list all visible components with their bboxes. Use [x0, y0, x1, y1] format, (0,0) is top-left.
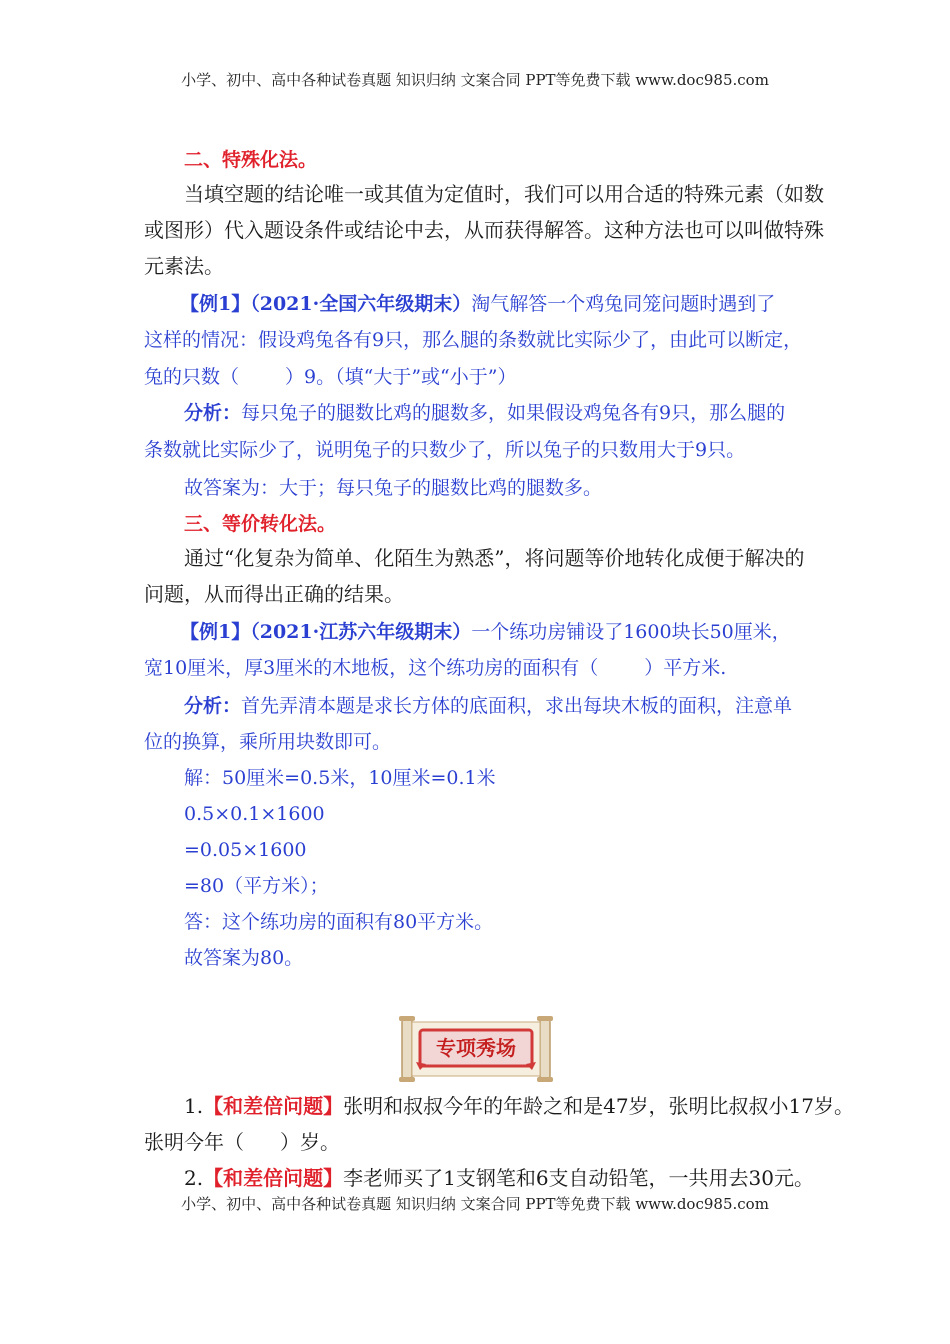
q1-text2a: 张明今年（ — [144, 1130, 244, 1154]
section2-analysis-line1 — [184, 399, 785, 427]
practice-q2-line1 — [184, 1164, 814, 1192]
solution-line: 答：这个练功房的面积有80平方米。 — [184, 911, 494, 933]
solution-line: 故答案为80。 — [184, 947, 304, 969]
section3-analysis-text1: 首先弄清本题是求长方体的底面积，求出每块木板的面积，注意单 — [241, 695, 793, 717]
practice-q1-line1 — [184, 1092, 854, 1120]
section3-analysis-line1 — [184, 692, 792, 720]
section3-analysis-label: 分析： — [184, 695, 242, 717]
section2-example-line1 — [180, 290, 775, 318]
section2-example-line3b: ）9。（填“大于”或“小于”） — [285, 366, 517, 388]
section3-example-line2a: 宽10厘米，厚3厘米的木地板，这个练功房的面积有（ — [144, 657, 599, 679]
page-header: 小学、初中、高中各种试卷真题 知识归纳 文案合同 PPT等免费下载 www.doc985.com — [181, 71, 769, 89]
section2-desc-line3: 元素法。 — [144, 254, 224, 278]
q2-tag: 【和差倍问题】 — [203, 1166, 344, 1190]
solution-line: 解：50厘米=0.5米，10厘米=0.1米 — [184, 767, 496, 789]
section2-desc-line1: 当填空题的结论唯一或其值为定值时，我们可以用合适的特殊元素（如数 — [184, 182, 824, 206]
section2-example-line3a: 兔的只数（ — [144, 366, 240, 388]
q1-text2b: ）岁。 — [280, 1130, 340, 1154]
section2-example-text1: 淘气解答一个鸡兔同笼问题时遇到了 — [471, 293, 776, 315]
section3-example-line1 — [180, 618, 791, 646]
q2-text1: 李老师买了1支钢笔和6支自动铅笔，一共用去30元。 — [343, 1166, 814, 1190]
section3-desc-line2: 问题，从而得出正确的结果。 — [144, 582, 404, 606]
section2-example-tag: 【例1】（2021·全国六年级期末） — [180, 293, 472, 315]
page-footer: 小学、初中、高中各种试卷真题 知识归纳 文案合同 PPT等免费下载 www.doc985.com — [181, 1195, 769, 1213]
section3-analysis-line2: 位的换算，乘所用块数即可。 — [144, 731, 392, 753]
section2-title: 二、特殊化法。 — [184, 149, 318, 171]
q1-tag: 【和差倍问题】 — [203, 1094, 344, 1118]
section2-example-line2: 这样的情况：假设鸡兔各有9只，那么腿的条数就比实际少了，由此可以断定， — [144, 329, 803, 351]
section2-answer: 故答案为：大于；每只兔子的腿数比鸡的腿数多。 — [184, 477, 603, 499]
solution-line: =80（平方米）； — [184, 875, 329, 897]
practice-q1-line2 — [144, 1128, 340, 1156]
q2-number: 2. — [184, 1166, 204, 1190]
q1-number: 1. — [184, 1094, 204, 1118]
section3-example-line2 — [144, 654, 726, 682]
section2-desc-line2: 或图形）代入题设条件或结论中去，从而获得解答。这种方法也可以叫做特殊 — [144, 218, 824, 242]
section2-analysis-line2: 条数就比实际少了，说明兔子的只数少了，所以兔子的只数用大于9只。 — [144, 439, 746, 461]
section3-example-line2b: ）平方米. — [644, 657, 727, 679]
banner-label: 专项秀场 — [436, 1036, 516, 1060]
solution-line: 0.5×0.1×1600 — [184, 803, 325, 825]
solution-line: =0.05×1600 — [184, 839, 307, 861]
section2-analysis-text1: 每只兔子的腿数比鸡的腿数多，如果假设鸡兔各有9只，那么腿的 — [241, 402, 786, 424]
q1-text1: 张明和叔叔今年的年龄之和是47岁，张明比叔叔小17岁。 — [343, 1094, 854, 1118]
section3-example-tag: 【例1】（2021·江苏六年级期末） — [180, 621, 472, 643]
section2-analysis-label: 分析： — [184, 402, 242, 424]
section2-example-line3 — [144, 363, 516, 391]
section3-title: 三、等价转化法。 — [184, 513, 337, 535]
section3-desc-line1: 通过“化复杂为简单、化陌生为熟悉”，将问题等价地转化成便于解决的 — [184, 546, 805, 570]
section-banner — [396, 1012, 556, 1086]
section3-example-text1: 一个练功房铺设了1600块长50厘米， — [471, 621, 791, 643]
